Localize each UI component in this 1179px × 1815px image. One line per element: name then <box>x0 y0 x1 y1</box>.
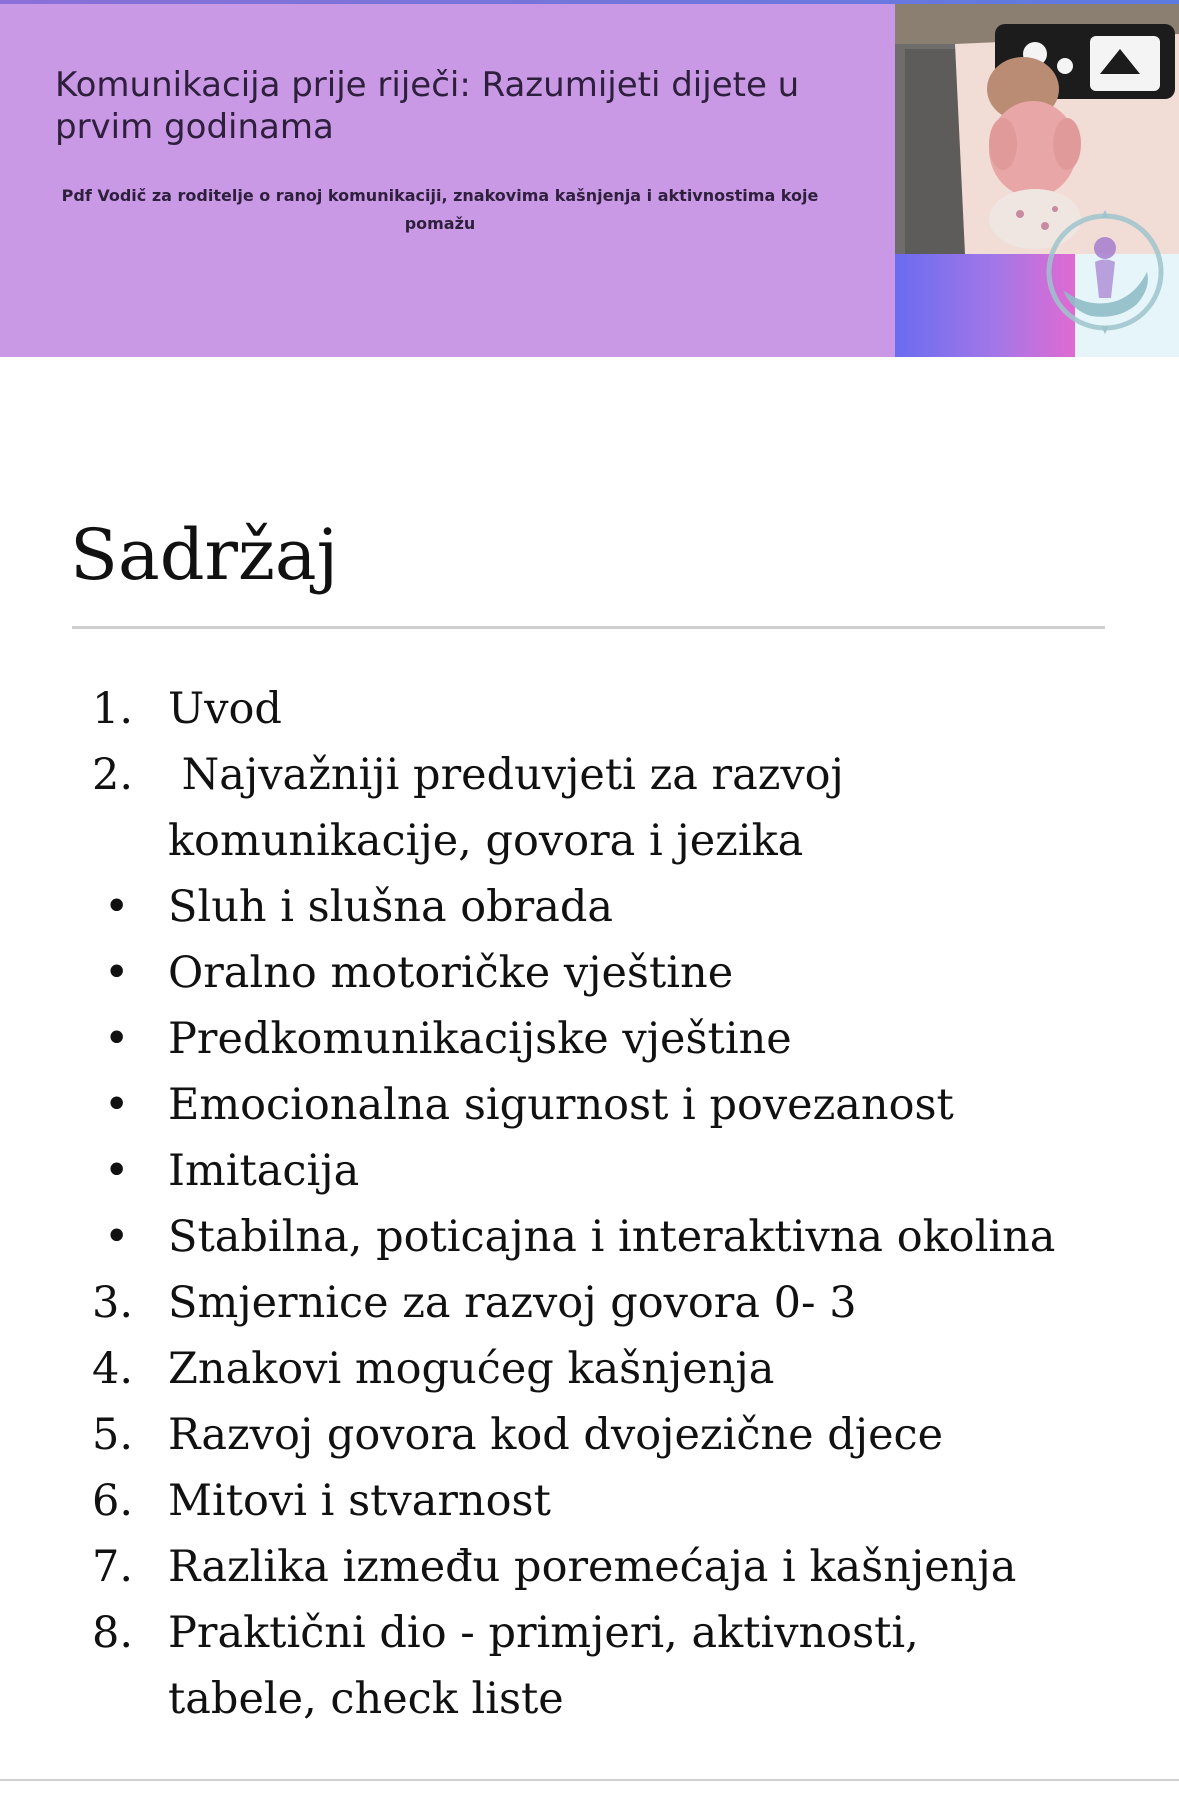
toc-item-razlika <box>0 1534 1179 1600</box>
toc-item-text: Sluh i slušna obrada <box>168 882 614 932</box>
toc-item-text: Emocionalna sigurnost i povezanost <box>168 1080 954 1130</box>
document-subtitle: Pdf Vodič za roditelje o ranoj komunikaciji, znakovima kašnjenja i aktivnostima koje pomažu <box>61 186 819 233</box>
toc-item-text: Mitovi i stvarnost <box>168 1476 551 1526</box>
toc-number: 5. <box>92 1410 134 1460</box>
table-of-contents <box>0 676 1179 1732</box>
toc-item-text: Razvoj govora kod dvojezične djece <box>168 1410 944 1460</box>
bullet-icon: • <box>104 882 130 932</box>
toc-item-preduvjeti <box>0 742 1179 874</box>
toc-item-dvojezicne <box>0 1402 1179 1468</box>
toc-item-uvod <box>0 676 1179 742</box>
toc-number: 4. <box>92 1344 134 1394</box>
toc-item-text: Uvod <box>168 684 282 734</box>
toc-item-text: Oralno motoričke vještine <box>168 948 734 998</box>
toc-item-text: Stabilna, poticajna i interaktivna okolina <box>168 1212 1056 1262</box>
toc-subitem-oralno-motoricke <box>0 940 1179 1006</box>
toc-item-prakticni <box>0 1600 1179 1732</box>
toc-number: 1. <box>92 684 134 734</box>
heading-divider <box>72 626 1105 629</box>
bullet-icon: • <box>104 1212 130 1262</box>
toc-item-text: Praktični dio - primjeri, aktivnosti, tabele, check liste <box>168 1608 919 1724</box>
toc-item-text: Najvažniji preduvjeti za razvoj komunikacije, govora i jezika <box>168 750 858 866</box>
bullet-icon: • <box>104 948 130 998</box>
header-banner <box>0 4 895 357</box>
toc-subitem-sluh <box>0 874 1179 940</box>
bullet-icon: • <box>104 1014 130 1064</box>
toc-subitem-predkomunikacijske <box>0 1006 1179 1072</box>
toc-number: 2. <box>92 750 134 800</box>
bottom-divider <box>0 1779 1179 1781</box>
header-image-area <box>895 4 1179 357</box>
document-title: Komunikacija prije riječi: Razumijeti dijete u prvim godinama <box>55 65 800 147</box>
toc-number: 6. <box>92 1476 134 1526</box>
toc-number: 8. <box>92 1608 134 1658</box>
toc-subitem-emocionalna <box>0 1072 1179 1138</box>
toc-item-smjernice <box>0 1270 1179 1336</box>
toc-heading: Sadržaj <box>70 514 339 596</box>
toc-item-znakovi <box>0 1336 1179 1402</box>
toc-item-mitovi <box>0 1468 1179 1534</box>
toc-number: 3. <box>92 1278 134 1328</box>
bullet-icon: • <box>104 1146 130 1196</box>
toc-item-text: Imitacija <box>168 1146 360 1196</box>
toc-item-text: Razlika između poremećaja i kašnjenja <box>168 1542 1017 1592</box>
toc-item-text: Smjernice za razvoj govora 0- 3 <box>168 1278 857 1328</box>
toc-number: 7. <box>92 1542 134 1592</box>
logo-icon <box>1035 202 1175 342</box>
toc-item-text: Predkomunikacijske vještine <box>168 1014 792 1064</box>
toc-subitem-imitacija <box>0 1138 1179 1204</box>
bullet-icon: • <box>104 1080 130 1130</box>
toc-subitem-okolina <box>0 1204 1179 1270</box>
toc-item-text: Znakovi mogućeg kašnjenja <box>168 1344 775 1394</box>
